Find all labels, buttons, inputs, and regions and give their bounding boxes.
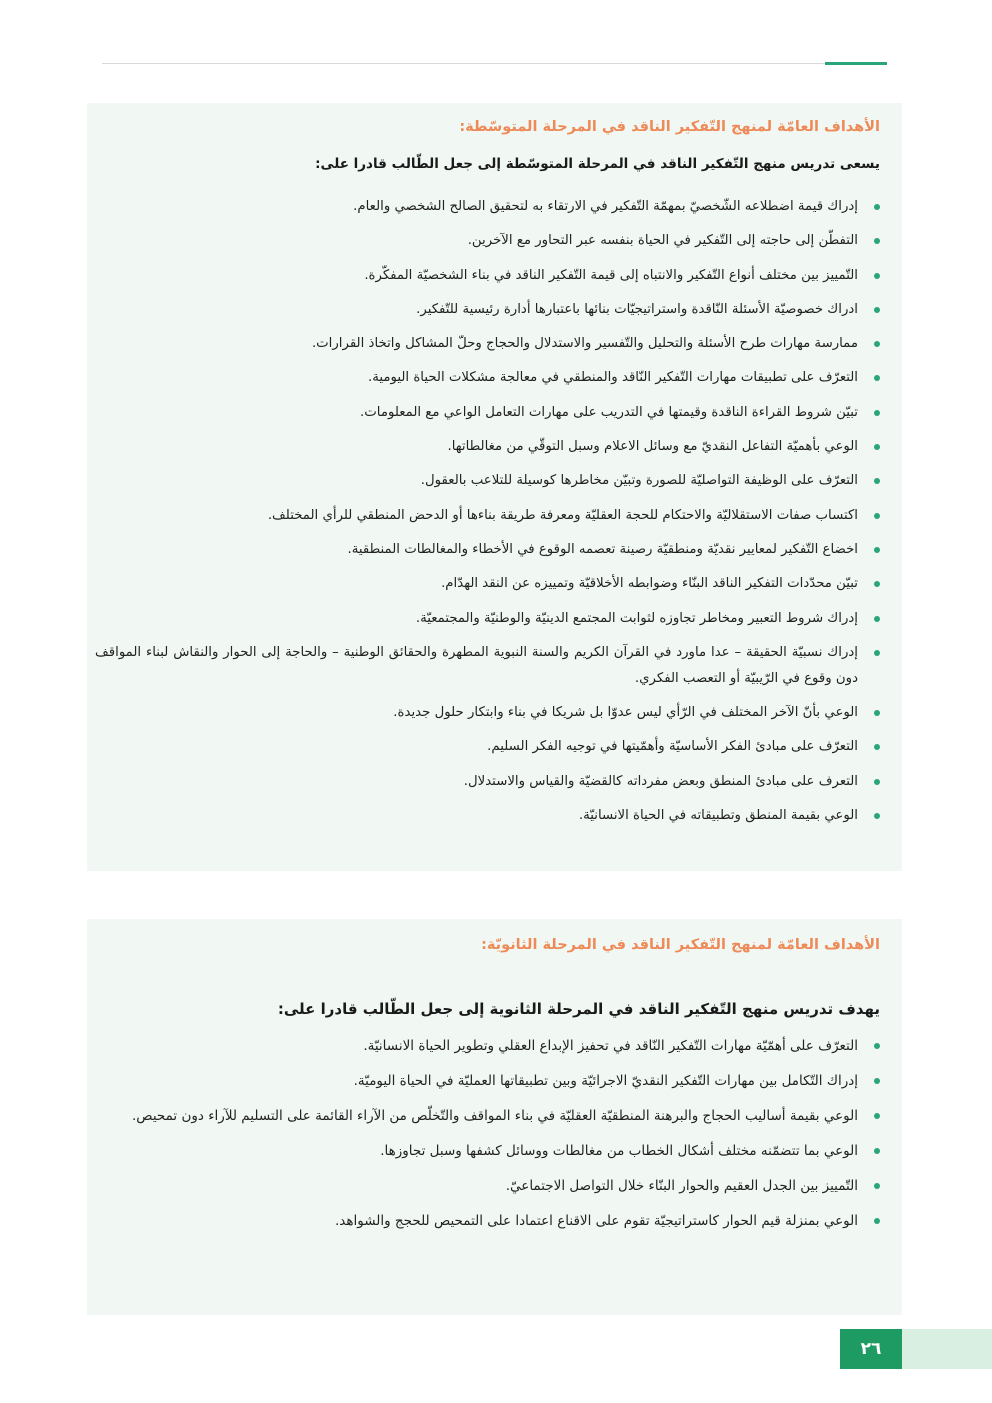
bullet-icon xyxy=(874,744,880,750)
goal-item: الوعي بأهميّة التفاعل النقديّ مع وسائل الاعلام وسبل التوقّي من مغالطاتها. xyxy=(95,434,880,460)
goal-item: اكتساب صفات الاستقلاليّة والاحتكام للحجة العقليّة ومعرفة طريقة بناءها أو الدحض المنطقي للرأي المختلف. xyxy=(95,503,880,529)
goal-item: ادراك خصوصيّة الأسئلة النّاقدة واستراتيجيّات بنائها باعتبارها أدارة رئيسية للتّفكير. xyxy=(95,297,880,323)
bullet-icon xyxy=(874,273,880,279)
bullet-icon xyxy=(874,1183,880,1189)
bullet-icon xyxy=(874,238,880,244)
bullet-icon xyxy=(874,1078,880,1084)
bullet-icon xyxy=(874,813,880,819)
bullet-icon xyxy=(874,779,880,785)
goal-item: التّمييز بين مختلف أنواع التّفكير والانتباه إلى قيمة التّفكير الناقد في بناء الشخصيّة المفكّرة. xyxy=(95,263,880,289)
bullet-icon xyxy=(874,616,880,622)
bullet-icon xyxy=(874,1148,880,1154)
goal-item: التعرّف على الوظيفة التواصليّة للصورة وتبيّن مخاطرها كوسيلة للتلاعب بالعقول. xyxy=(95,468,880,494)
goal-item: إدراك شروط التعبير ومخاطر تجاوزه لثوابت المجتمع الدينيّة والوطنيّة والمجتمعيّة. xyxy=(95,606,880,632)
goal-item: الوعي بمنزلة قيم الحوار كاستراتيجيّة تقوم على الاقناع اعتمادا على التمحيص للحجج والشواهد. xyxy=(95,1208,880,1234)
section-intermediate-stage xyxy=(87,103,902,871)
goal-item: إدراك التّكامل بين مهارات التّفكير النقديّ الاجرائيّة وبين تطبيقاتها العمليّة في الحياة اليوميّة. xyxy=(95,1068,880,1094)
goals-list xyxy=(95,194,880,829)
goal-item: التّمييز بين الجدل العقيم والحوار البنّاء خلال التواصل الاجتماعيّ. xyxy=(95,1173,880,1199)
section-title: الأهداف العامّة لمنهج التّفكير الناقد في المرحلة المتوسّطة: xyxy=(459,119,880,135)
bullet-icon xyxy=(874,581,880,587)
section-intro: يسعى تدريس منهج التّفكير الناقد في المرحلة المتوسّطة إلى جعل الطّالب قادرا على: xyxy=(315,156,880,172)
goal-item: إدراك قيمة اضطلاعه الشّخصيّ بمهمّة التّفكير في الارتقاء به لتحقيق الصالح الشخصي والعام. xyxy=(95,194,880,220)
header-rule-accent xyxy=(825,62,887,65)
bullet-icon xyxy=(874,410,880,416)
bullet-icon xyxy=(874,1043,880,1049)
section-title: الأهداف العامّة لمنهج التّفكير الناقد في المرحلة الثانويّة: xyxy=(481,937,880,953)
goal-item: الوعي بأنّ الآخر المختلف في الرّأي ليس عدوّا بل شريكا في بناء وابتكار حلول جديدة. xyxy=(95,700,880,726)
goal-item: الوعي بما تتضمّنه مختلف أشكال الخطاب من مغالطات ووسائل كشفها وسبل تجاوزها. xyxy=(95,1138,880,1164)
bullet-icon xyxy=(874,375,880,381)
page-number-band xyxy=(902,1329,992,1369)
bullet-icon xyxy=(874,307,880,313)
page-number: ٢٦ xyxy=(840,1329,902,1369)
goal-item: التعرّف على أهمّيّة مهارات التّفكير النّاقد في تحفيز الإبداع العقلي وتطوير الحياة الانسانيّة. xyxy=(95,1033,880,1059)
section-secondary-stage xyxy=(87,919,902,1315)
goal-item: تبيّن محدّدات التفكير الناقد البنّاء وضوابطه الأخلاقيّة وتمييزه عن النقد الهدّام. xyxy=(95,571,880,597)
goal-item: اخضاع التّفكير لمعايير نقديّة ومنطقيّة رصينة تعصمه الوقوع في الأخطاء والمغالطات المنطقية. xyxy=(95,537,880,563)
goal-item: التعرف على مبادئ المنطق وبعض مفرداته كالقضيّة والقياس والاستدلال. xyxy=(95,769,880,795)
goals-list xyxy=(95,1033,880,1234)
goal-item: الوعي بقيمة المنطق وتطبيقاته في الحياة الانسانيّة. xyxy=(95,803,880,829)
bullet-icon xyxy=(874,444,880,450)
bullet-icon xyxy=(874,341,880,347)
bullet-icon xyxy=(874,478,880,484)
header-rule xyxy=(102,63,887,64)
goal-item: التفطّن إلى حاجته إلى التّفكير في الحياة بنفسه عبر التحاور مع الآخرين. xyxy=(95,228,880,254)
goal-item: التعرّف على مبادئ الفكر الأساسيّة وأهمّيتها في توجيه الفكر السليم. xyxy=(95,734,880,760)
bullet-icon xyxy=(874,710,880,716)
bullet-icon xyxy=(874,1113,880,1119)
goal-item: إدراك نسبيّة الحقيقة – عدا ماورد في القرآن الكريم والسنة النبوية المطهرة والحقائق الوطنية – والحاجة إلى الحوار والنقاش لبناء المواقف دون وقوع في الرّيبيّة أو التعصب الفكري. xyxy=(95,640,880,692)
bullet-icon xyxy=(874,650,880,656)
bullet-icon xyxy=(874,1218,880,1224)
bullet-icon xyxy=(874,204,880,210)
goal-item: تبيّن شروط القراءة الناقدة وقيمتها في التدريب على مهارات التعامل الواعي مع المعلومات. xyxy=(95,400,880,426)
bullet-icon xyxy=(874,513,880,519)
bullet-icon xyxy=(874,547,880,553)
goal-item: ممارسة مهارات طرح الأسئلة والتحليل والتّفسير والاستدلال والحجاج وحلّ المشاكل واتخاذ القرارات. xyxy=(95,331,880,357)
goal-item: الوعي بقيمة أساليب الحجاج والبرهنة المنطقيّة العقليّة في بناء المواقف والتّخلّص من الآراء القائمة على التسليم للآراء دون تمحيص. xyxy=(95,1103,880,1129)
goal-item: التعرّف على تطبيقات مهارات التّفكير النّاقد والمنطقي في معالجة مشكلات الحياة اليومية. xyxy=(95,365,880,391)
section-intro: يهدف تدريس منهج التّفكير الناقد في المرحلة الثانوية إلى جعل الطّالب قادرا على: xyxy=(277,1000,880,1018)
